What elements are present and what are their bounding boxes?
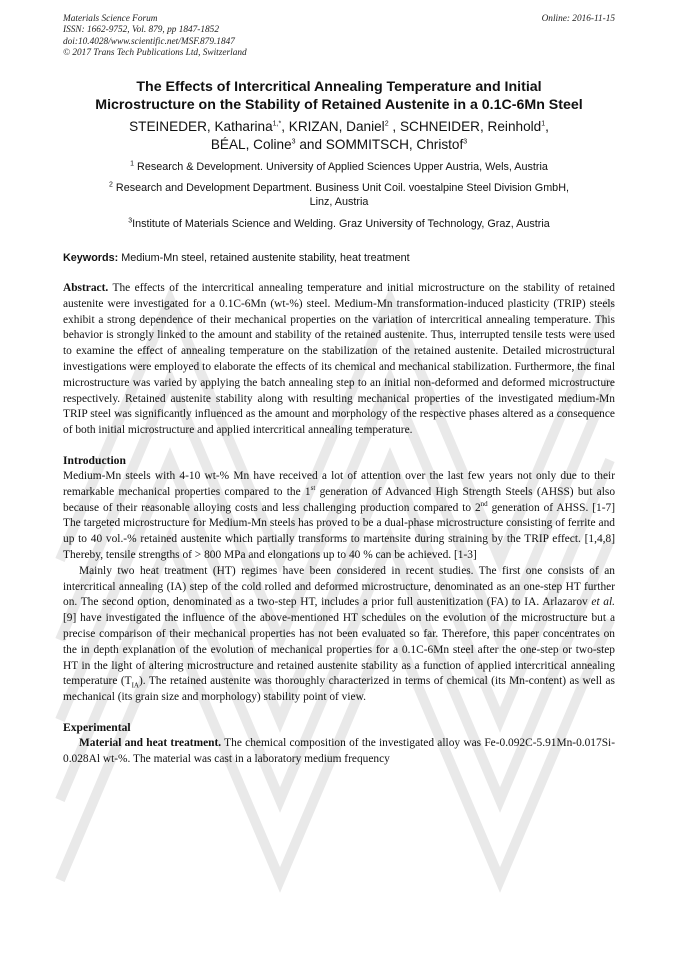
ordinal-suffix: nd [480, 499, 488, 508]
author-affil-mark: 2 [384, 120, 389, 128]
subsection-label: Material and heat treatment. [79, 736, 222, 749]
affiliation-text: Research and Development Department. Business Unit Coil. voestalpine Steel Division GmbH, [112, 181, 569, 194]
issn-line: ISSN: 1662-9752, Vol. 879, pp 1847-1852 [63, 25, 219, 36]
author-name: BÉAL, Coline [210, 137, 292, 152]
author-name: , KRIZAN, Daniel [281, 119, 385, 134]
affiliation-number: 1 [130, 160, 135, 168]
paragraph-text: Medium-Mn steels with 4-10 wt-% Mn have received a lot of attention over the last few years not only due to their remarkable mechanical properties compared to the 1 [63, 469, 615, 498]
author-name: and SOMMITSCH, Christof [295, 137, 464, 152]
abstract-label: Abstract. [63, 282, 109, 294]
intro-paragraph-1 [63, 469, 615, 564]
affiliation-text: Institute of Materials Science and Welding. Graz University of Technology, Graz, Austria [132, 217, 550, 230]
copyright-line: © 2017 Trans Tech Publications Ltd, Switzerland [63, 47, 247, 58]
title-line-1: The Effects of Intercritical Annealing Temperature and Initial [136, 79, 542, 95]
author-name: , SCHNEIDER, Reinhold [388, 119, 542, 134]
section-heading-experimental: Experimental [63, 720, 131, 734]
journal-header [63, 14, 615, 62]
author-separator: , [545, 119, 549, 134]
ordinal-suffix: st [310, 483, 316, 492]
keywords-text: Medium-Mn steel, retained austenite stability, heat treatment [118, 252, 410, 264]
paragraph-text: [9] have investigated the influence of the above-mentioned HT schedules on the evolution of the microstructure but a precise comparison of their mechanical properties has not been evaluated so far. Therefore, this paper concentrates on the in depth explanation of the evolution of mechanical properties for a 0.1C-6Mn steel after the one-step or two-step HT in the light of altering microstructure and retained austenite stability as a function of applied intercritical annealing temperature (T [63, 612, 615, 688]
author-list [63, 118, 615, 154]
affiliation-1 [63, 160, 615, 175]
doi-line: doi:10.4028/www.scientific.net/MSF.879.1847 [63, 36, 235, 47]
author-name: STEINEDER, Katharina [129, 119, 273, 134]
affiliation-text: Research & Development. University of Applied Sciences Upper Austria, Wels, Austria [134, 161, 548, 173]
affiliation-text: Linz, Austria [309, 196, 369, 208]
keywords [63, 251, 615, 265]
paragraph-text: generation of Advanced High Strength Steels (AHSS) but also because of their reasonable alloying costs and less challenging production compared to 2 [63, 485, 616, 514]
paper-title [63, 78, 615, 114]
paragraph-text: The chemical composition of the investigated alloy was Fe-0.092C-5.91Mn-0.017Si-0.028Al wt-%. The material was cast in a laboratory medium frequency [63, 736, 615, 765]
intro-paragraph-2 [63, 564, 615, 706]
author-affil-mark: 3 [291, 138, 296, 146]
author-affil-mark: 3 [463, 138, 468, 146]
citation-etal: et al. [591, 596, 615, 609]
author-affil-mark: 1 [541, 120, 546, 128]
affiliation-number: 3 [128, 216, 133, 224]
affiliation-2 [63, 181, 615, 210]
author-affil-mark: 1,* [272, 120, 282, 128]
abstract [63, 281, 615, 439]
title-line-2: Microstructure on the Stability of Retained Austenite in a 0.1C-6Mn Steel [95, 97, 583, 113]
journal-name: Materials Science Forum [63, 14, 158, 24]
section-heading-introduction: Introduction [63, 453, 126, 467]
experimental-paragraph-1 [63, 736, 615, 768]
paper-page [63, 14, 615, 768]
keywords-label: Keywords: [63, 252, 119, 264]
paragraph-text: generation of AHSS. [1-7] The targeted microstructure for Medium-Mn steels has proved to be a dual-phase microstructure consisting of ferrite and up to 40 vol.-% retained austenite which partially transforms to martensite during straining by the TRIP effect. [1,4,8] Thereby, tensile strengths of > 800 MPa and elongations up to 40 % can be achieved. [1-3] [63, 501, 615, 561]
subscript: IA [131, 681, 139, 690]
affiliation-3 [63, 217, 615, 232]
abstract-text: The effects of the intercritical annealing temperature and initial microstructure on the stability of retained austenite were investigated for a 0.1C-6Mn (wt-%) steel. Medium-Mn transformation-induced plasticity (TRIP) steels exhibit a strong dependence of their mechanical properties on the variation of intercritical annealing temperature. This behavior is strongly linked to the amount and stability of the retained austenite. Thus, interrupted tensile tests were used to examine the effect of annealing temperature on the stabilization of the retained austenite. Detailed microstructural investigations were employed to elaborate the effects of its chemical and mechanical stabilization. Furthermore, the final microstructure was varied by applying the batch annealing step to an initial non-deformed and deformed microstructure respectively. Retained austenite stability along with resulting mechanical properties of the investigated medium-Mn TRIP steel was significantly influenced as the amount and morphology of the respective phases altered as a consequence of both initial microstructure and applied intercritical annealing temperature. [63, 282, 615, 437]
online-date: Online: 2016-11-15 [541, 14, 615, 24]
affiliation-number: 2 [109, 180, 113, 188]
paragraph-text: Mainly two heat treatment (HT) regimes have been considered in recent studies. The first one consists of an intercritical annealing (IA) step of the cold rolled and deformed microstructure, denominated as an one-step HT further on. The second option, denominated as a two-step HT, includes a prior full austenitization (FA) to IA. Arlazarov [63, 564, 615, 609]
paragraph-text: ). The retained austenite was thoroughly characterized in terms of chemical (its Mn-content) as well as mechanical (its grain size and morphology) stability point of view. [63, 675, 615, 704]
